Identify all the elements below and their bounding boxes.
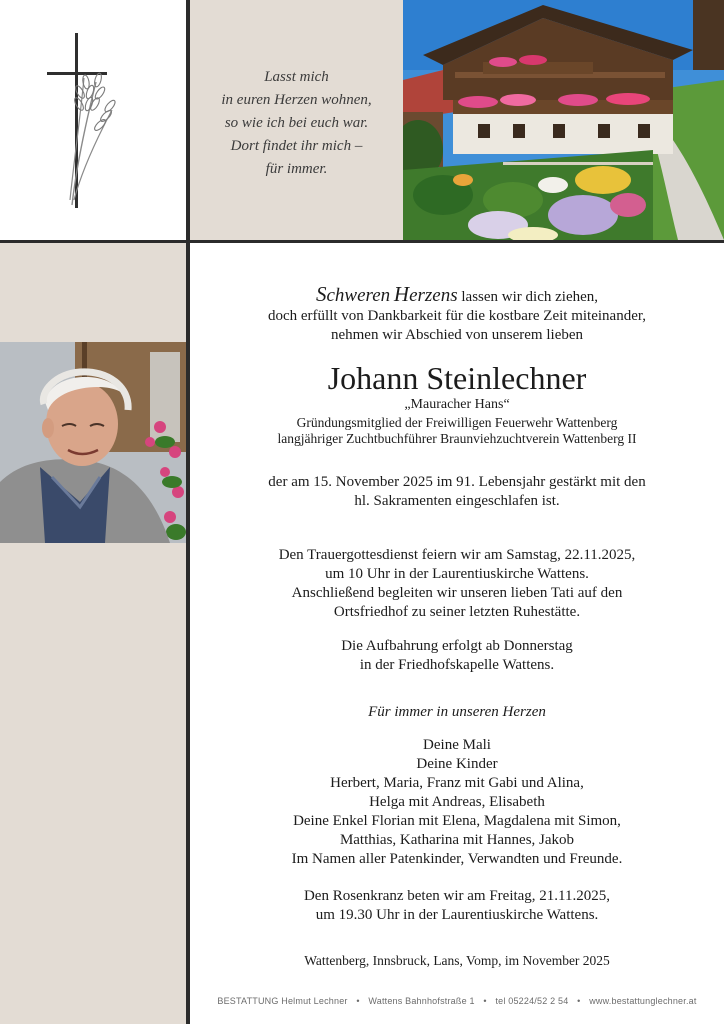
vertical-divider — [186, 0, 190, 1024]
rosary-info — [190, 887, 724, 925]
quote-line: Lasst mich — [264, 69, 329, 85]
footer-separator: • — [356, 996, 360, 1006]
intro-word: chweren — [326, 285, 391, 306]
family-line: Deine Enkel Florian mit Elena, Magdalena mit Simon, — [293, 813, 621, 829]
farmhouse-photo — [403, 0, 724, 240]
quote-line: Dort findet ihr mich – — [230, 138, 363, 154]
footer-separator: • — [483, 996, 487, 1006]
family-line: Matthias, Katharina mit Hannes, Jakob — [339, 832, 575, 848]
intro-text — [190, 282, 724, 345]
service-line: Anschließend begleiten wir unseren lieben Tati auf den — [291, 585, 623, 601]
footer — [190, 996, 724, 1006]
deceased-name: Johann Steinlechner — [327, 360, 587, 396]
motto: Für immer in unseren Herzen — [368, 704, 546, 720]
family-line: Deine Mali — [423, 737, 491, 753]
portrait-photo — [0, 342, 186, 543]
intro-initial: H — [393, 282, 410, 306]
quote-line: für immer. — [265, 161, 328, 177]
cross-panel — [0, 0, 186, 240]
footer-phone: tel 05224/52 2 54 — [495, 996, 569, 1006]
service-line: Ortsfriedhof zu seiner letzten Ruhestätte. — [333, 604, 581, 620]
family-line: Im Namen aller Patenkinder, Verwandten und Freunde. — [291, 851, 623, 867]
footer-address: Wattens Bahnhofstraße 1 — [368, 996, 475, 1006]
rosary-line: Den Rosenkranz beten wir am Freitag, 21.11.2025, — [303, 888, 611, 904]
family-line: Herbert, Maria, Franz mit Gabi und Alina, — [330, 775, 584, 791]
footer-website[interactable]: www.bestattunglechner.at — [589, 996, 697, 1006]
intro-initial: S — [315, 282, 327, 306]
role-line: Gründungsmitglied der Freiwilligen Feuerwehr Wattenberg — [296, 415, 618, 430]
footer-separator: • — [577, 996, 581, 1006]
intro-line-1-rest: lassen wir dich ziehen, — [461, 289, 599, 305]
place-and-date: Wattenberg, Innsbruck, Lans, Vomp, im November 2025 — [304, 953, 610, 968]
death-line: hl. Sakramenten eingeschlafen ist. — [354, 493, 560, 509]
quote-text — [190, 66, 403, 181]
service-line: Den Trauergottesdienst feiern wir am Samstag, 22.11.2025, — [278, 547, 636, 563]
intro-word: erzens — [409, 285, 458, 306]
rosary-line: um 19.30 Uhr in der Laurentiuskirche Wattens. — [315, 907, 599, 923]
death-notice — [190, 473, 724, 511]
deceased-nickname: „Mauracher Hans“ — [404, 397, 510, 412]
deceased-roles — [190, 415, 724, 447]
family-line: Helga mit Andreas, Elisabeth — [369, 794, 545, 810]
intro-line-3: nehmen wir Abschied von unserem lieben — [330, 327, 584, 343]
quote-line: so wie ich bei euch war. — [224, 115, 369, 131]
family-list — [190, 736, 724, 869]
service-line: um 10 Uhr in der Laurentiuskirche Wattens. — [325, 566, 589, 582]
viewing-line: in der Friedhofskapelle Wattens. — [359, 657, 555, 673]
viewing-line: Die Aufbahrung erfolgt ab Donnerstag — [341, 638, 573, 654]
family-line: Deine Kinder — [416, 756, 498, 772]
funeral-service — [190, 546, 724, 622]
role-line: langjähriger Zuchtbuchführer Braunviehzuchtverein Wattenberg II — [277, 431, 637, 446]
footer-company: BESTATTUNG Helmut Lechner — [217, 996, 348, 1006]
intro-line-2: doch erfüllt von Dankbarkeit für die kostbare Zeit miteinander, — [267, 308, 647, 324]
death-line: der am 15. November 2025 im 91. Lebensjahr gestärkt mit den — [268, 474, 646, 490]
cross-with-wheat-icon — [0, 0, 186, 240]
viewing-info — [190, 637, 724, 675]
quote-line: in euren Herzen wohnen, — [221, 92, 372, 108]
